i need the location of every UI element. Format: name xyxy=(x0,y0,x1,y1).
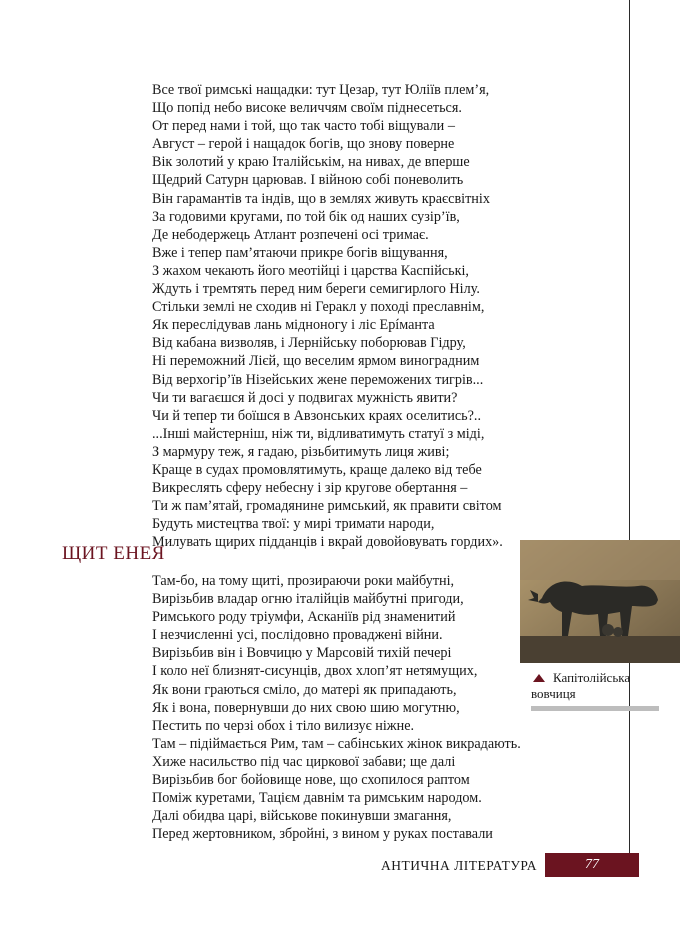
poem-line: Милувать щирих підданців і вкрай довойовувать гордих». xyxy=(152,534,503,551)
poem-line: Август – герой і нащадок богів, що знову поверне xyxy=(152,136,455,153)
poem-line: Щедрий Сатурн царював. І війною собі поневолить xyxy=(152,172,464,189)
poem-line: За годовими кругами, по той бік од наших сузір’їв, xyxy=(152,208,460,225)
poem-line: Ти ж пам’ятай, громадянине римський, як правити світом xyxy=(152,498,502,515)
poem-line: Ні переможний Лієй, що веселим ярмом виноградним xyxy=(152,353,480,370)
section-title: ЩИТ ЕНЕЯ xyxy=(62,543,165,564)
footer-section-label: АНТИЧНА ЛІТЕРАТУРА xyxy=(381,858,537,873)
poem-line: Що попід небо високе величчям своїм піднесеться. xyxy=(152,100,462,117)
poem-line: Хиже насильство під час циркової забави; ще далі xyxy=(152,753,456,770)
page-number: 77 xyxy=(545,853,639,877)
capitoline-wolf-photo xyxy=(520,540,680,663)
poem-line: Стільки землі не сходив ні Геракл у поході преславнім, xyxy=(152,299,485,316)
poem-line: Як вони граються сміло, до матері як припадають, xyxy=(152,681,457,698)
poem-line: Чи ти вагаєшся й досі у подвигах мужність явити? xyxy=(152,389,458,406)
poem-line: Вік золотий у краю Італійськім, на нивах, де вперше xyxy=(152,154,470,171)
poem-line: Все твої римські нащадки: тут Цезар, тут Юліїв плем’я, xyxy=(152,82,490,98)
caption-text: Капітолійська вовчиця xyxy=(531,670,631,701)
poem-line: Перед жертовником, збройні, з вином у руках поставали xyxy=(152,826,493,843)
photo-caption xyxy=(531,670,661,702)
poem-line: Чи й тепер ти боїшся в Авзонських краях оселитись?.. xyxy=(152,407,481,424)
poem-line: Пестить по черзі обох і тіло вилизує ніжне. xyxy=(152,717,415,734)
poem-line: От перед нами і той, що так часто тобі віщували – xyxy=(152,118,455,135)
poem-line: Від кабана визволяв, і Лернійську поборював Гідру, xyxy=(152,335,466,352)
poem-line: Як і вона, повернувши до них свою шию могутню, xyxy=(152,699,460,716)
poem-line: З жахом чекають його меотійці і царства Каспійські, xyxy=(152,262,469,279)
poem-part-2 xyxy=(152,572,521,843)
poem-line: Вже і тепер пам’ятаючи прикре богів віщування, xyxy=(152,244,448,261)
caption-marker-icon xyxy=(533,674,545,682)
poem-line: Ждуть і тремтять перед ним береги семигирлого Нілу. xyxy=(152,281,480,298)
poem-line: Римського роду тріумфи, Асканіїв рід знаменитий xyxy=(152,609,456,626)
poem-line: Там – підіймається Рим, там – сабінських жінок викрадають. xyxy=(152,735,521,752)
poem-line: Вирізьбив владар огню італійців майбутні пригоди, xyxy=(152,591,464,608)
poem-line: Він гарамантів та індів, що в землях живуть краєсвітніх xyxy=(152,190,490,207)
caption-rule xyxy=(531,706,659,711)
poem-line: І коло неї близнят-сисунців, двох хлоп’ят нетямущих, xyxy=(152,663,478,680)
poem-line: Будуть мистецтва твої: у мирі тримати народи, xyxy=(152,516,435,533)
poem-line: Де небодержець Атлант розпечені осі тримає. xyxy=(152,226,429,243)
poem-line: Вирізьбив бог бойовище нове, що схопилося раптом xyxy=(152,772,470,789)
poem-line: ...Інші майстерніш, ніж ти, відливатимуть статуї з міді, xyxy=(152,425,485,442)
page-vertical-rule xyxy=(629,0,630,856)
poem-line: Поміж куретами, Тацієм давнім та римським народом. xyxy=(152,790,482,807)
poem-line: Далі обидва царі, військове покинувши змагання, xyxy=(152,808,452,825)
poem-line: Від верхогір’їв Нізейських жене переможених тигрів... xyxy=(152,371,484,388)
poem-line: Як переслідував лань мідноногу і ліс Ерíманта xyxy=(152,317,435,334)
poem-line: І незчисленні усі, послідовно провадженi війни. xyxy=(152,627,443,644)
poem-line: Краще в судах промовлятимуть, краще далеко від тебе xyxy=(152,461,482,478)
capitoline-wolf-illustration xyxy=(520,540,680,663)
poem-line: З мармуру теж, я гадаю, різьбитимуть лиця живі; xyxy=(152,443,450,460)
poem-part-1 xyxy=(152,81,503,551)
poem-line: Вирізьбив він і Вовчицю у Марсовій тихій печері xyxy=(152,645,452,662)
poem-line: Викреслять сферу небесну і зір кругове обертання – xyxy=(152,480,468,497)
poem-line: Там-бо, на тому щиті, прозираючи роки майбутні, xyxy=(152,573,455,589)
